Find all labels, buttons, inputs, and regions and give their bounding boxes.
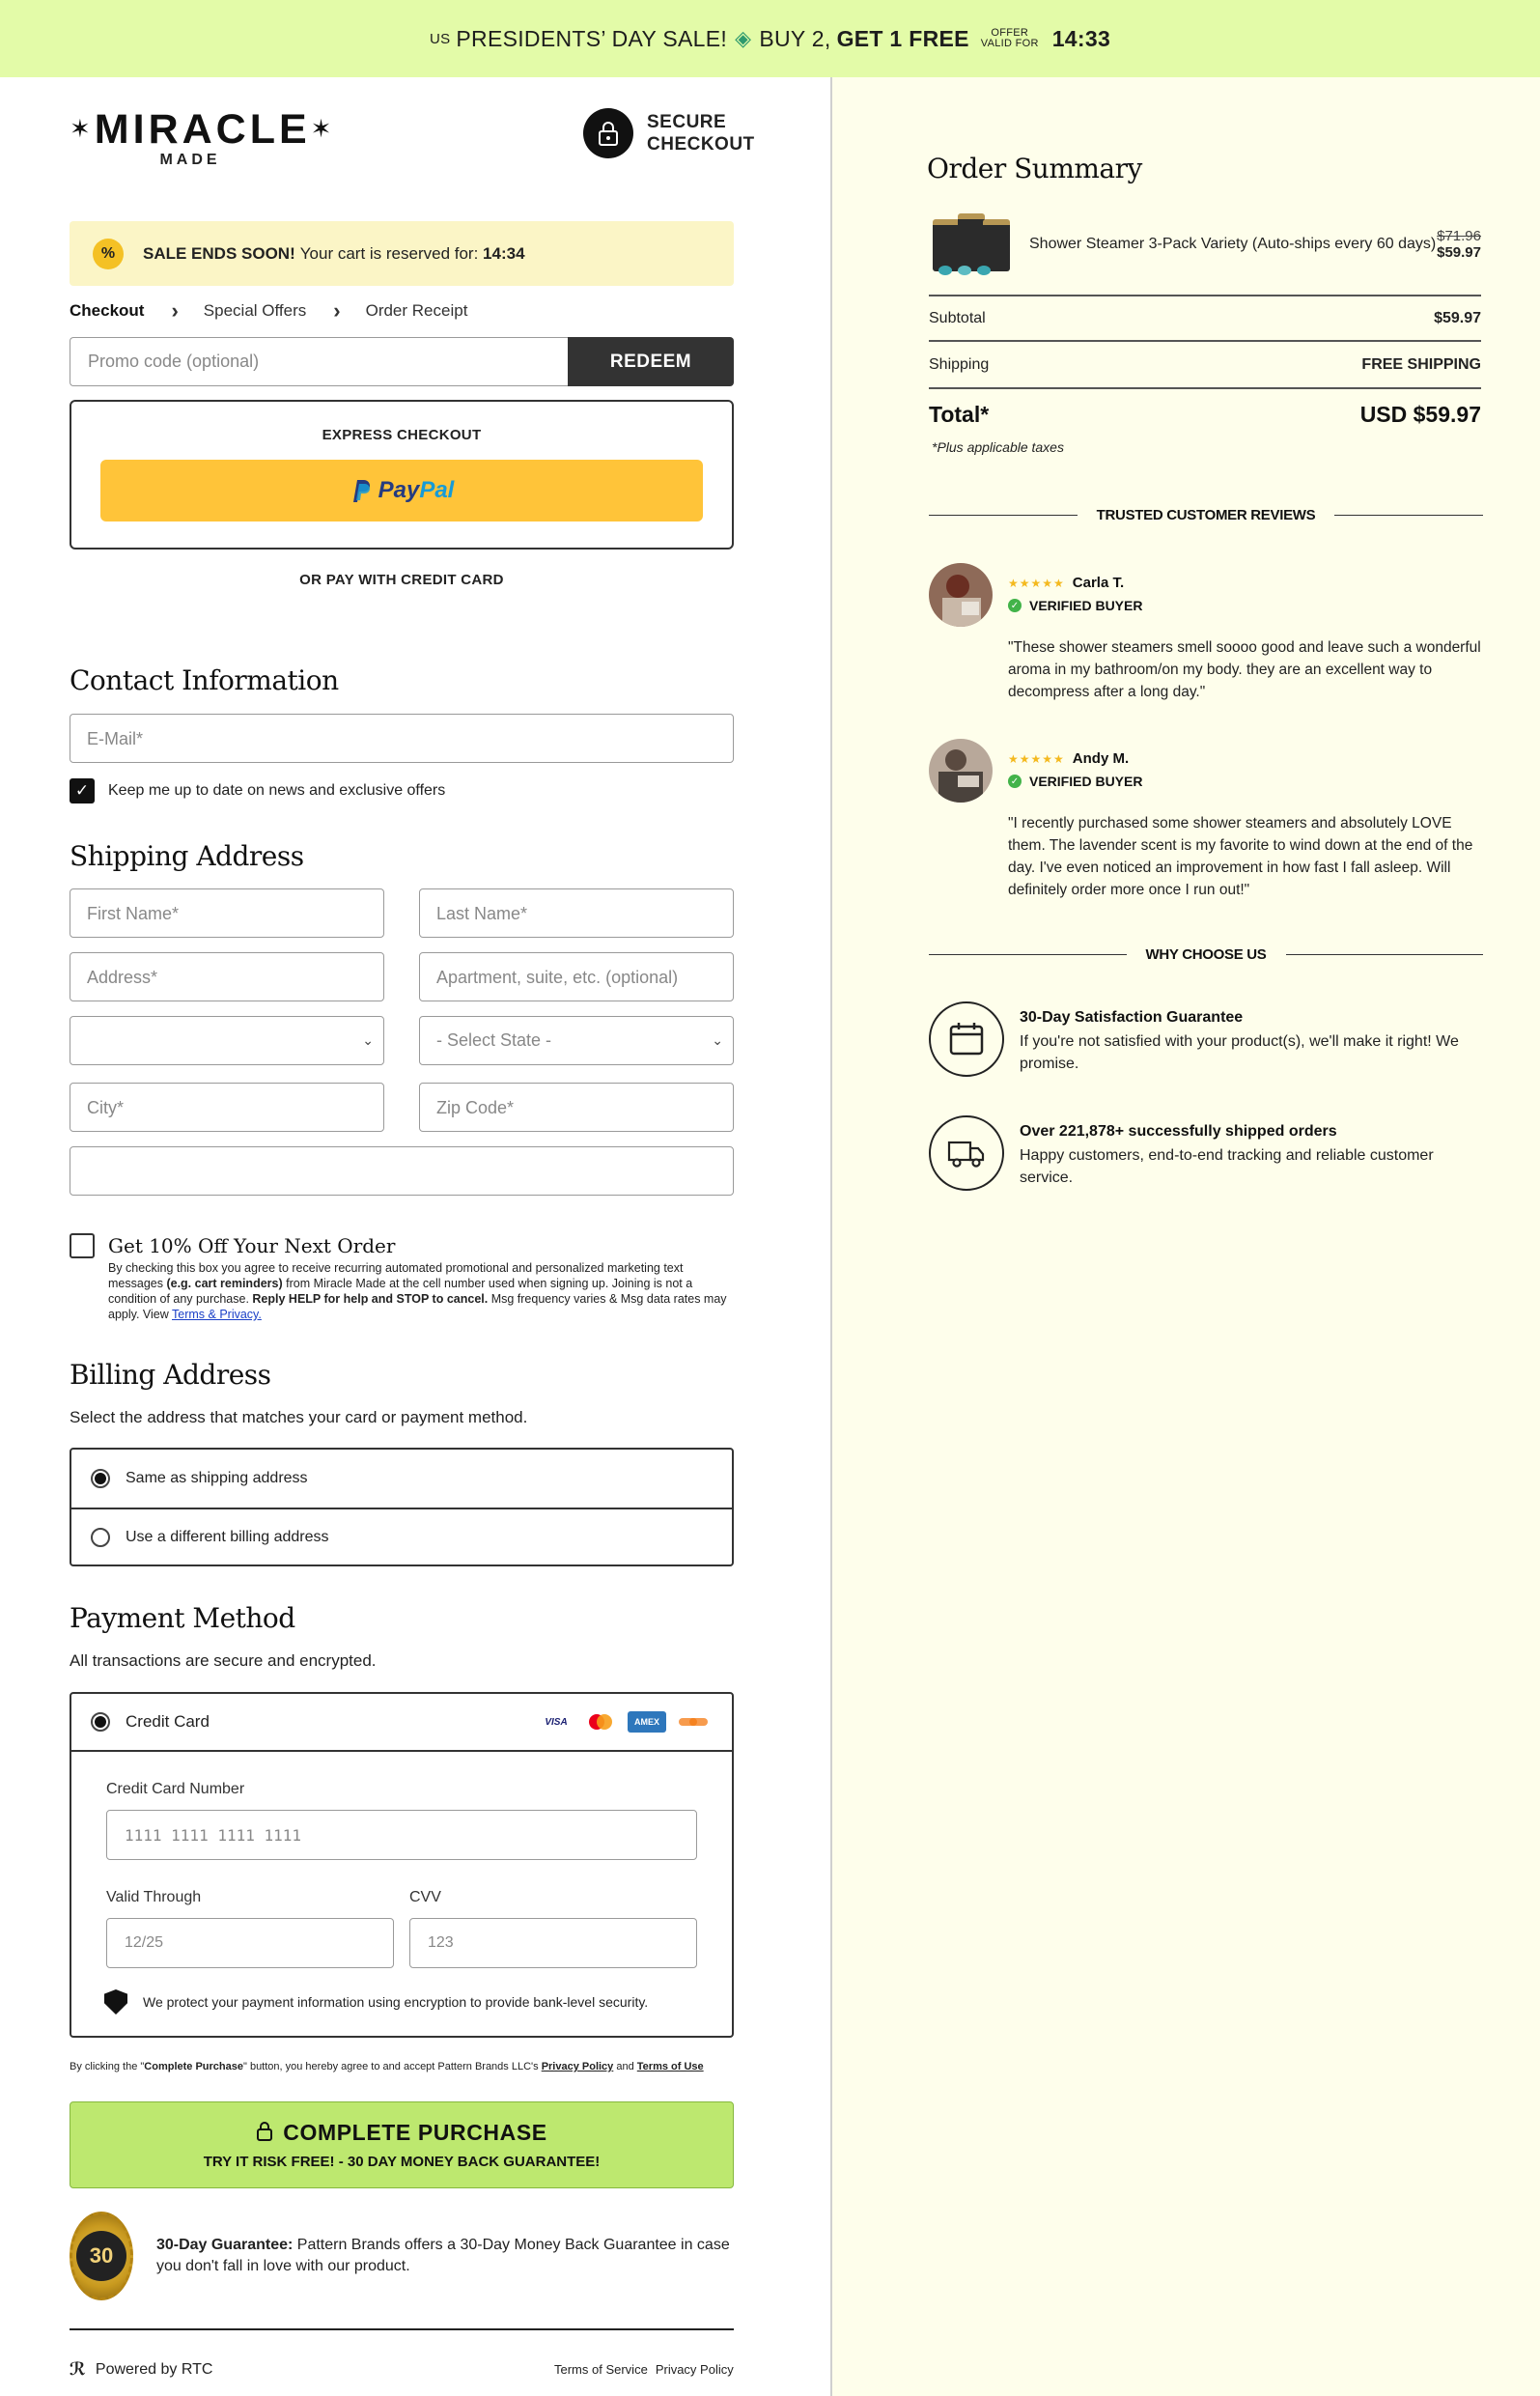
guarantee-text: Pattern Brands offers a 30-Day Money Back Guarantee in case you don't fall in love with our product. [155, 2237, 730, 2274]
billing-options [70, 1448, 734, 1566]
original-price: $71.96 [1437, 228, 1481, 244]
state-value: - Select State - [436, 1030, 552, 1050]
card-logos [539, 1711, 711, 1733]
offer-valid-label: OFFER VALID FOR [980, 27, 1039, 49]
get-free-text: GET 1 FREE [836, 25, 969, 51]
chevron-right-icon: › [333, 298, 341, 323]
cart-timer: 14:34 [483, 243, 525, 263]
sale-reserve-text: Your cart is reserved for: [299, 243, 479, 263]
shipping-value: FREE SHIPPING [1361, 356, 1481, 373]
star-rating: ★★★★★ [1008, 576, 1065, 590]
total-value: USD $59.97 [1359, 402, 1481, 427]
last-name-field[interactable]: Last Name* [419, 888, 734, 938]
cc-number-field[interactable]: 1111 1111 1111 1111 [106, 1810, 697, 1860]
newsletter-label: Keep me up to date on news and exclusive offers [108, 782, 446, 799]
privacy-policy-link[interactable]: Privacy Policy [541, 2061, 614, 2072]
mastercard-icon [583, 1711, 618, 1733]
radio-unselected[interactable] [91, 1528, 110, 1547]
terms-privacy-link[interactable]: Terms & Privacy. [172, 1308, 262, 1321]
sale-ends-notice [70, 221, 734, 286]
feature-title: Over 221,878+ successfully shipped orders [1020, 1123, 1337, 1140]
sms-disclaimer: By checking this box you agree to receive recurring automated promotional and personalized marketing text messages (e.g. cart reminders) from Miracle Made at the cell number used when signing up. Joining is not a condition of any purchase. Reply HELP for help and STOP to cancel. Msg frequency varies & Msg data rates may apply. View Terms & Privacy. [108, 1261, 727, 1321]
review-text: "I recently purchased some shower steamers and absolutely LOVE them. The lavender scent is my favorite to wind down at the end of the day. I've even noticed an improvement in how fast I fall asleep. Will definitely order more once I run out!" [1008, 815, 1473, 898]
order-summary-title: Order Summary [927, 153, 1142, 184]
credit-card-label: Credit Card [126, 1712, 210, 1731]
divider [929, 295, 1481, 296]
billing-title: Billing Address [70, 1359, 271, 1391]
chevron-down-icon: ⌄ [712, 1032, 723, 1048]
buy-text: BUY 2, [759, 25, 831, 51]
credit-card-box [70, 1692, 734, 2038]
shield-lock-icon [104, 1989, 127, 2015]
secure-line1: SECURE [647, 112, 727, 132]
visa-icon: VISA [545, 1716, 568, 1728]
lock-icon [256, 2121, 273, 2142]
privacy-policy-footer-link[interactable]: Privacy Policy [655, 2362, 734, 2377]
reviewer-avatar [929, 563, 993, 627]
city-field[interactable]: City* [70, 1083, 384, 1132]
secure-line2: CHECKOUT [647, 134, 755, 155]
subtotal-value: $59.97 [1434, 310, 1481, 326]
divider [929, 387, 1481, 389]
feature-desc: Happy customers, end-to-end tracking and reliable customer service. [1020, 1147, 1434, 1186]
product-name: Shower Steamer 3-Pack Variety (Auto-ships every 60 days) [1029, 236, 1437, 252]
verified-buyer-badge: ✓ VERIFIED BUYER [1008, 598, 1142, 613]
divider [929, 340, 1481, 342]
breadcrumb-order-receipt: Order Receipt [365, 301, 468, 320]
complete-purchase-button[interactable]: COMPLETE PURCHASE TRY IT RISK FREE! - 30 DAY MONEY BACK GUARANTEE! [70, 2101, 734, 2188]
express-checkout-box [70, 400, 734, 550]
shipping-title: Shipping Address [70, 840, 304, 872]
percent-icon: % [93, 239, 124, 269]
chevron-right-icon: › [171, 298, 179, 323]
cart-item [929, 211, 1481, 278]
shipping-row: Shipping FREE SHIPPING [929, 356, 1481, 373]
first-name-field[interactable]: First Name* [70, 888, 384, 938]
paypal-text-a: Pay [378, 477, 420, 503]
payment-subtitle: All transactions are secure and encrypted. [70, 1651, 377, 1670]
address-field[interactable]: Address* [70, 952, 384, 1001]
feature-desc: If you're not satisfied with your product(s), we'll make it right! We promise. [1020, 1033, 1459, 1072]
truck-icon [929, 1115, 1004, 1191]
purchase-legal-text: By clicking the "Complete Purchase" button, you hereby agree to and accept Pattern Brands LLC's Privacy Policy and Terms of Use [70, 2061, 704, 2072]
reviewer-name: Carla T. [1072, 575, 1125, 591]
secure-checkout-badge [583, 108, 755, 158]
security-note: We protect your payment information using encryption to provide bank-level security. [104, 1989, 648, 2015]
review-text: "These shower steamers smell soooo good and leave such a wonderful aroma in my bathroom/on my body. they are an excellent way to decompress after a long day." [1008, 639, 1481, 700]
rtc-logo-icon: ℛ [70, 2359, 86, 2379]
reviewer-name: Andy M. [1072, 750, 1130, 767]
banner-timer: 14:33 [1051, 25, 1111, 51]
state-select[interactable] [419, 1016, 734, 1065]
paypal-icon [350, 478, 371, 503]
breadcrumb-special-offers: Special Offers [203, 301, 307, 320]
country-code: US [429, 30, 451, 47]
reviews-heading: TRUSTED CUSTOMER REVIEWS [929, 507, 1483, 523]
or-pay-with-card: OR PAY WITH CREDIT CARD [299, 572, 504, 588]
footer-links [554, 2362, 734, 2377]
discover-icon [676, 1711, 711, 1733]
payment-title: Payment Method [70, 1602, 295, 1634]
money-back-seal-icon: 30 [70, 2212, 133, 2300]
why-choose-heading: WHY CHOOSE US [929, 946, 1483, 963]
feature-title: 30-Day Satisfaction Guarantee [1020, 1009, 1244, 1026]
brand-name: MIRACLE [94, 106, 311, 153]
star-icon: ✶ [310, 114, 336, 143]
powered-by: ℛ Powered by RTC [70, 2359, 213, 2379]
newsletter-checkbox[interactable]: ✓ [70, 778, 95, 803]
star-icon: ✶ [70, 114, 95, 143]
promo-banner [0, 0, 1540, 77]
expiry-field[interactable]: 12/25 [106, 1918, 394, 1968]
sale-headline: SALE ENDS SOON! [143, 243, 295, 263]
sms-optin-checkbox[interactable] [70, 1233, 95, 1258]
check-icon: ✓ [1008, 775, 1022, 788]
terms-of-use-link[interactable]: Terms of Use [636, 2061, 704, 2072]
verified-buyer-badge: ✓ VERIFIED BUYER [1008, 774, 1142, 789]
apartment-field[interactable]: Apartment, suite, etc. (optional) [419, 952, 734, 1001]
chevron-down-icon: ⌄ [362, 1032, 374, 1048]
radio-selected[interactable] [91, 1469, 110, 1488]
check-icon: ✓ [1008, 599, 1022, 612]
billing-option-same[interactable]: Same as shipping address [71, 1450, 732, 1508]
subtotal-row: Subtotal $59.97 [929, 310, 1481, 326]
redeem-button[interactable]: REDEEM [568, 337, 734, 386]
phone-field[interactable] [70, 1146, 734, 1196]
total-row: Total* USD $59.97 [929, 402, 1481, 427]
product-image [929, 211, 1014, 277]
diamond-icon: ◈ [735, 26, 752, 50]
paypal-button[interactable] [100, 460, 703, 521]
sale-title: PRESIDENTS’ DAY SALE! [456, 25, 728, 51]
radio-selected[interactable] [91, 1712, 110, 1732]
footer-divider [70, 2328, 734, 2330]
cvv-label: CVV [409, 1889, 441, 1905]
amex-icon: AMEX [628, 1711, 666, 1733]
sms-optin [70, 1233, 736, 1322]
cc-number-label: Credit Card Number [106, 1781, 245, 1797]
paypal-text-b: Pal [419, 477, 455, 503]
brand-logo[interactable] [70, 106, 336, 169]
credit-card-option[interactable] [71, 1694, 732, 1752]
sms-optin-title: Get 10% Off Your Next Order [108, 1234, 396, 1257]
reviewer-avatar [929, 739, 993, 803]
breadcrumb-checkout: Checkout [70, 301, 145, 320]
guarantee-title: 30-Day Guarantee: [155, 2237, 294, 2253]
taxes-note: *Plus applicable taxes [932, 439, 1064, 455]
sale-price: $59.97 [1437, 244, 1481, 261]
zip-field[interactable]: Zip Code* [419, 1083, 734, 1132]
breadcrumb [70, 298, 467, 324]
valid-through-label: Valid Through [106, 1889, 202, 1905]
star-rating: ★★★★★ [1008, 751, 1065, 766]
guarantee-note [70, 2212, 736, 2300]
promo-code-input[interactable]: Promo code (optional) [70, 337, 568, 386]
express-checkout-title: EXPRESS CHECKOUT [322, 427, 482, 443]
brand-sub: MADE [159, 152, 221, 168]
cvv-field[interactable]: 123 [409, 1918, 697, 1968]
billing-option-different[interactable]: Use a different billing address [71, 1508, 732, 1565]
promo-code-row [70, 337, 734, 386]
calendar-icon [929, 1001, 1004, 1077]
contact-title: Contact Information [70, 664, 339, 696]
lock-icon [583, 108, 633, 158]
billing-subtitle: Select the address that matches your card or payment method. [70, 1408, 528, 1426]
terms-of-service-link[interactable]: Terms of Service [554, 2362, 648, 2377]
newsletter-row[interactable] [70, 778, 445, 803]
complete-purchase-sub: TRY IT RISK FREE! - 30 DAY MONEY BACK GUARANTEE! [203, 2154, 601, 2170]
country-select[interactable] [70, 1016, 384, 1065]
email-field[interactable]: E-Mail* [70, 714, 734, 763]
